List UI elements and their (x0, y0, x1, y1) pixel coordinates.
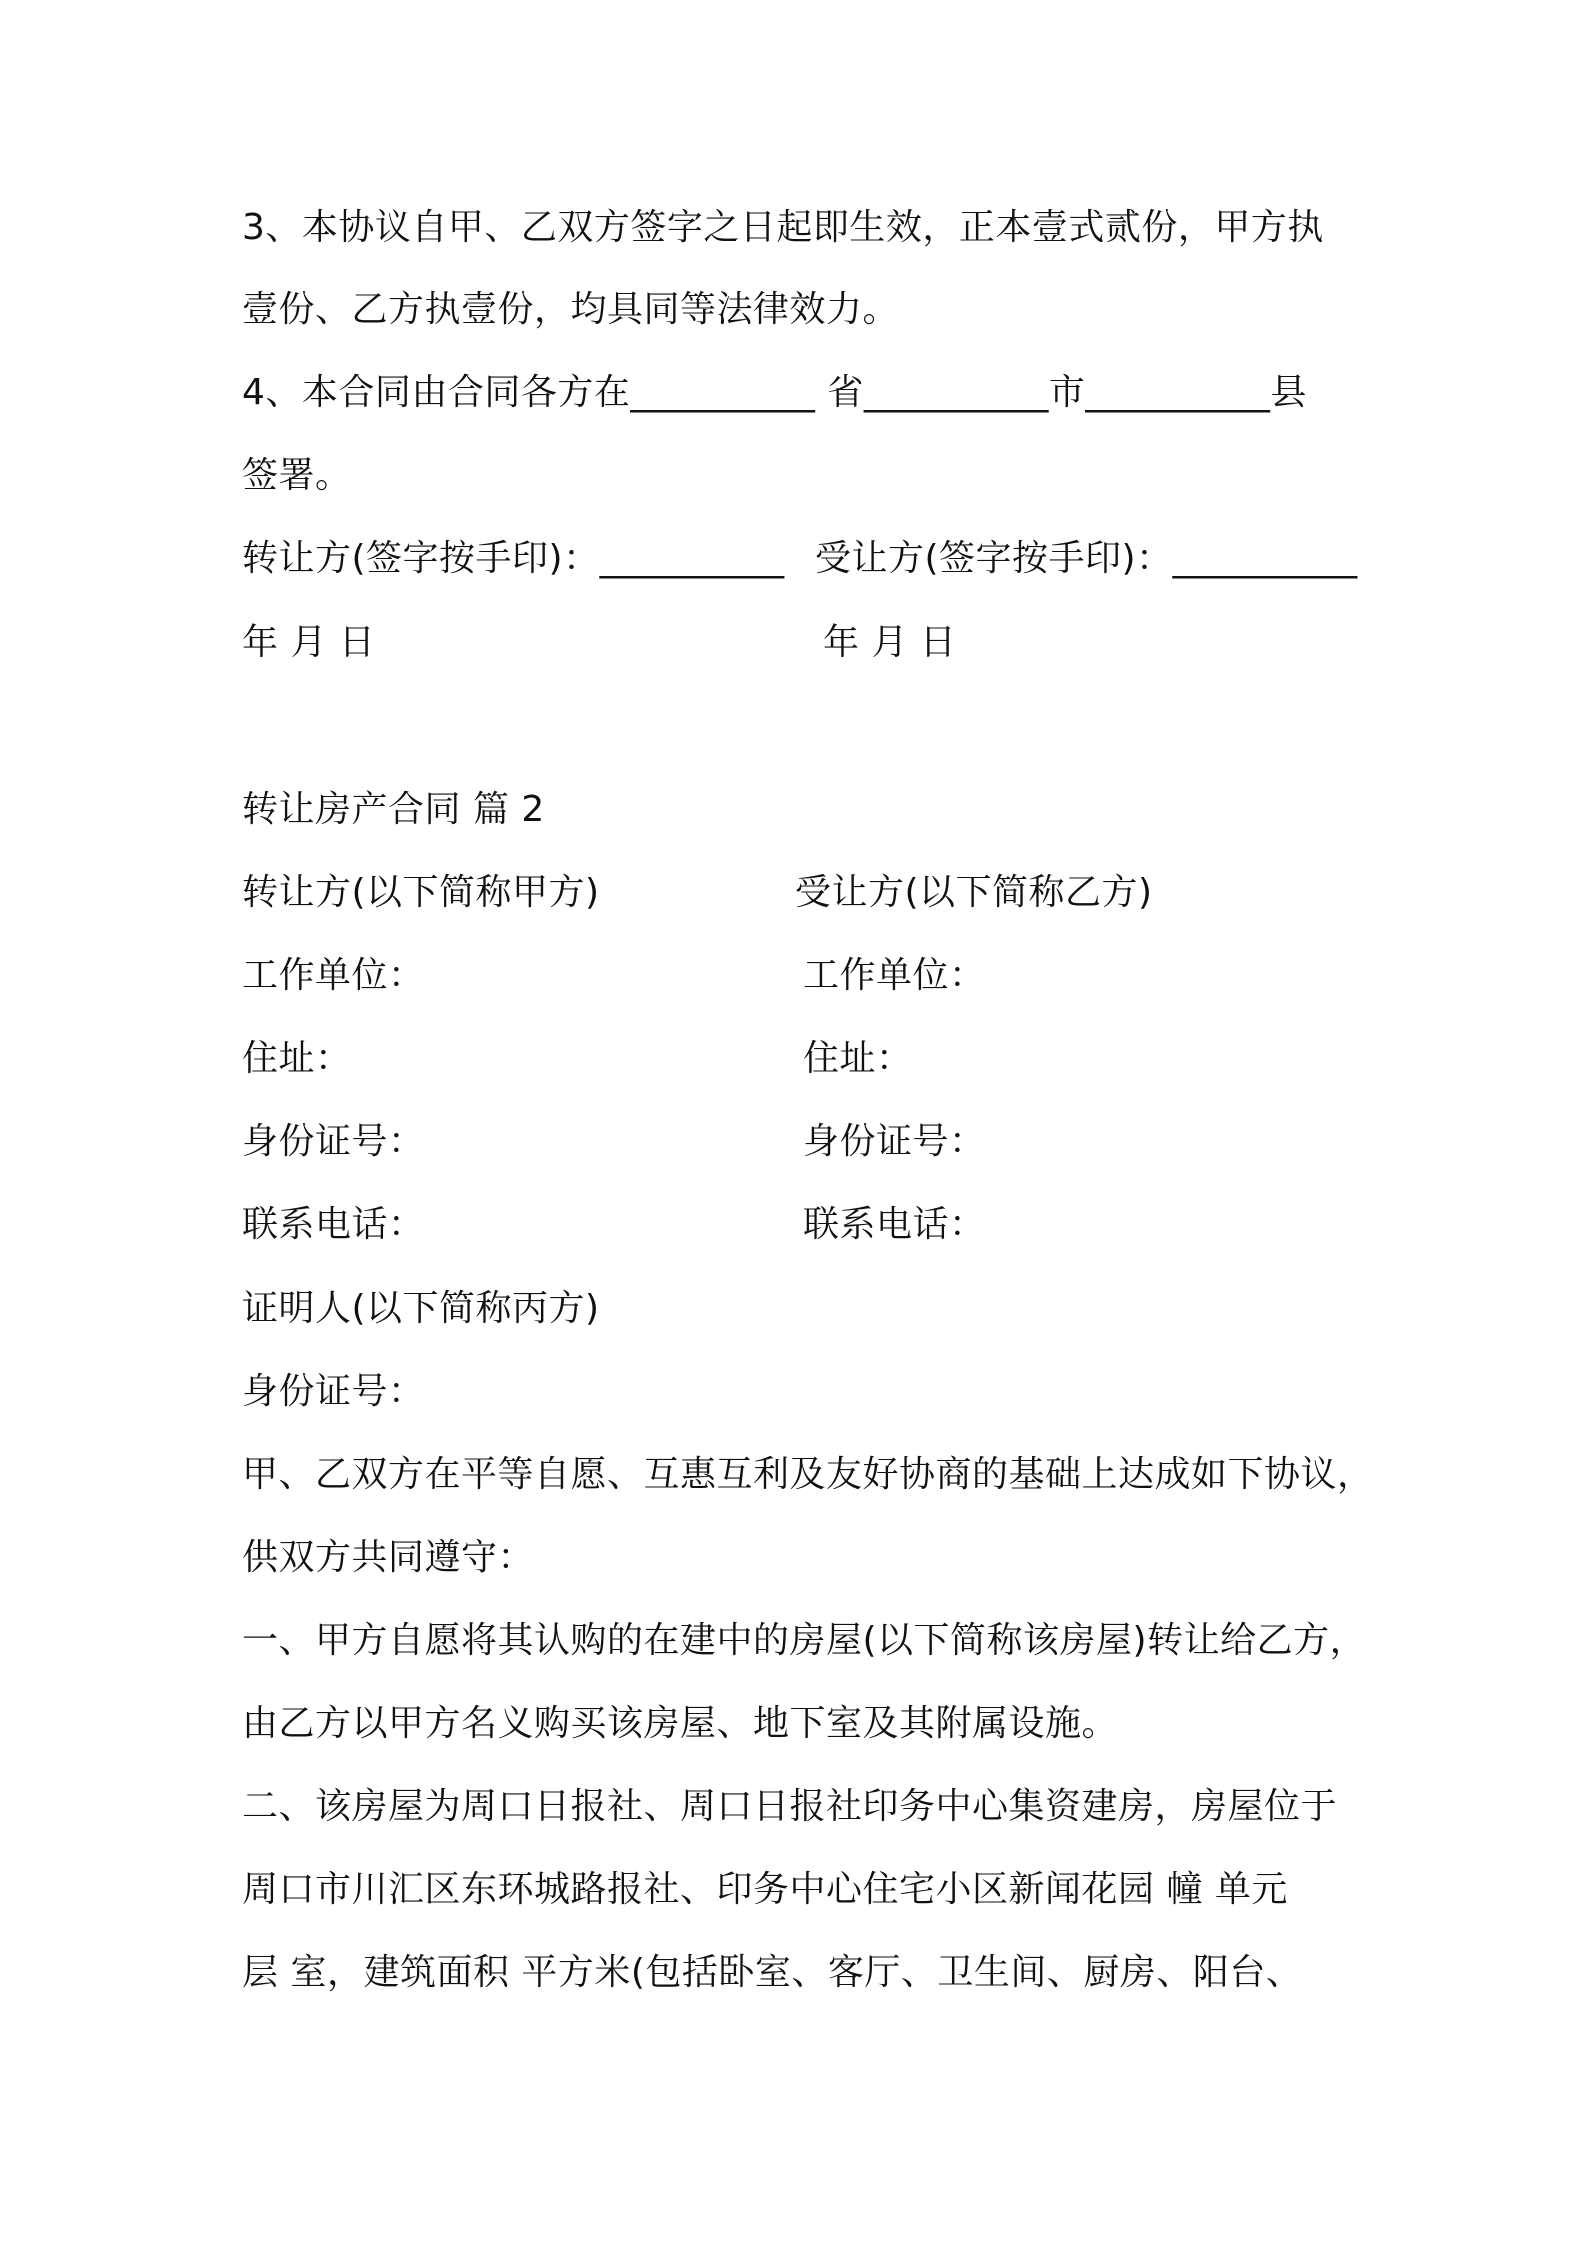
party-a-phone: 联系电话： (242, 1204, 425, 1245)
party-a-heading: 转让方(以下简称甲方) (242, 872, 600, 913)
party-a-address: 住址： (242, 1038, 352, 1079)
transferee-signature-line: 受让方(签字按手印)：__________ (815, 538, 1358, 579)
article-2-line-2: 周口市川汇区东环城路报社、印务中心住宅小区新闻花园 幢 单元 (242, 1869, 1288, 1910)
witness-id-number: 身份证号： (242, 1371, 425, 1412)
article-1-line-1: 一、甲方自愿将其认购的在建中的房屋(以下简称该房屋)转让给乙方， (242, 1620, 1367, 1661)
party-b-id-number: 身份证号： (803, 1121, 986, 1162)
party-a-id-number: 身份证号： (242, 1121, 425, 1162)
clause-4-line-2: 签署。 (242, 455, 352, 496)
transferor-date: 年 月 日 (242, 622, 376, 663)
party-b-address: 住址： (803, 1038, 913, 1079)
party-a-work-unit: 工作单位： (242, 955, 425, 996)
intro-line-2: 供双方共同遵守： (242, 1537, 535, 1578)
clause-3-line-1: 3、本协议自甲、乙双方签字之日起即生效，正本壹式贰份，甲方执 (242, 207, 1324, 248)
intro-line-1: 甲、乙双方在平等自愿、互惠互利及友好协商的基础上达成如下协议， (242, 1454, 1374, 1495)
clause-4-line-1: 4、本合同由合同各方在__________ 省__________市__________县 (242, 372, 1307, 413)
contract-section-title: 转让房产合同 篇 2 (242, 789, 545, 830)
party-b-phone: 联系电话： (803, 1204, 986, 1245)
transferor-signature-line: 转让方(签字按手印)：__________ (242, 538, 785, 579)
article-2-line-1: 二、该房屋为周口日报社、周口日报社印务中心集资建房，房屋位于 (242, 1786, 1338, 1827)
article-2-line-3: 层 室，建筑面积 平方米(包括卧室、客厅、卫生间、厨房、阳台、 (242, 1952, 1303, 1993)
party-b-heading: 受让方(以下简称乙方) (795, 872, 1153, 913)
transferee-date: 年 月 日 (823, 622, 957, 663)
article-1-line-2: 由乙方以甲方名义购买该房屋、地下室及其附属设施。 (242, 1703, 1119, 1744)
party-b-work-unit: 工作单位： (803, 955, 986, 996)
witness-heading: 证明人(以下简称丙方) (242, 1288, 600, 1329)
clause-3-line-2: 壹份、乙方执壹份，均具同等法律效力。 (242, 289, 900, 330)
